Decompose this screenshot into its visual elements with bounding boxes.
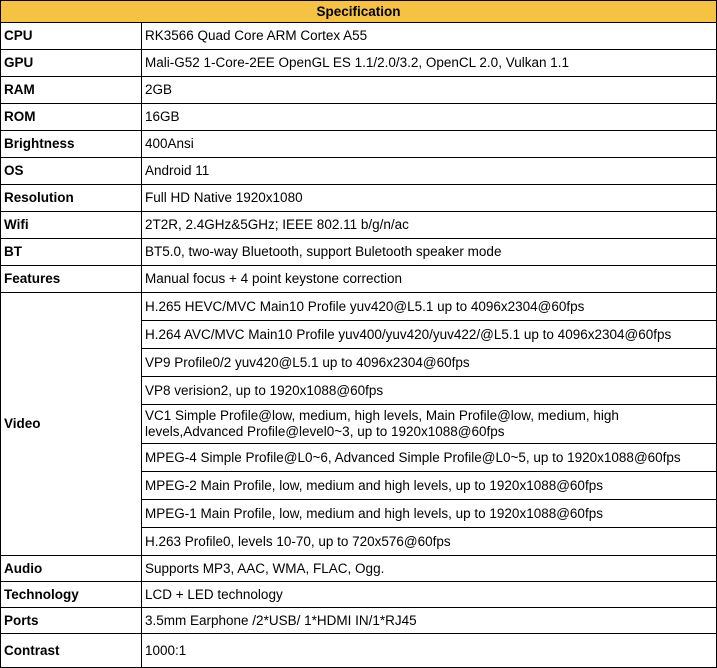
spec-row-ram bbox=[1, 77, 717, 104]
spec-value-video-7: MPEG-2 Main Profile, low, medium and high levels, up to 1920x1088@60fps bbox=[142, 472, 717, 500]
spec-row-bt bbox=[1, 239, 717, 266]
spec-key-video: Video bbox=[1, 293, 142, 556]
spec-row-ports bbox=[1, 608, 717, 634]
spec-value-features: Manual focus + 4 point keystone correction bbox=[142, 266, 717, 293]
spec-key-rom: ROM bbox=[1, 104, 142, 131]
spec-row-os bbox=[1, 158, 717, 185]
spec-row-technology bbox=[1, 582, 717, 608]
spec-value-video-4: VP8 verision2, up to 1920x1088@60fps bbox=[142, 377, 717, 405]
spec-row-contrast bbox=[1, 634, 717, 668]
spec-value-gpu: Mali-G52 1-Core-2EE OpenGL ES 1.1/2.0/3.2, OpenCL 2.0, Vulkan 1.1 bbox=[142, 50, 717, 77]
spec-value-ram: 2GB bbox=[142, 77, 717, 104]
spec-value-bt: BT5.0, two-way Bluetooth, support Buletooth speaker mode bbox=[142, 239, 717, 266]
spec-value-video-1: H.265 HEVC/MVC Main10 Profile yuv420@L5.1 up to 4096x2304@60fps bbox=[142, 293, 717, 321]
spec-key-bt: BT bbox=[1, 239, 142, 266]
spec-key-wifi: Wifi bbox=[1, 212, 142, 239]
spec-value-brightness: 400Ansi bbox=[142, 131, 717, 158]
spec-value-video-5: VC1 Simple Profile@low, medium, high levels, Main Profile@low, medium, high levels,Advanced Profile@level0~3, up to 1920x1088@60fps bbox=[142, 405, 717, 444]
spec-key-brightness: Brightness bbox=[1, 131, 142, 158]
spec-value-video-8: MPEG-1 Main Profile, low, medium and high levels, up to 1920x1088@60fps bbox=[142, 500, 717, 528]
spec-value-video-3: VP9 Profile0/2 yuv420@L5.1 up to 4096x2304@60fps bbox=[142, 349, 717, 377]
spec-key-cpu: CPU bbox=[1, 23, 142, 50]
spec-value-video-9: H.263 Profile0, levels 10-70, up to 720x576@60fps bbox=[142, 528, 717, 556]
header-row bbox=[1, 1, 717, 23]
spec-key-os: OS bbox=[1, 158, 142, 185]
spec-key-gpu: GPU bbox=[1, 50, 142, 77]
spec-row-resolution bbox=[1, 185, 717, 212]
spec-key-audio: Audio bbox=[1, 556, 142, 582]
spec-value-rom: 16GB bbox=[142, 104, 717, 131]
spec-value-ports: 3.5mm Earphone /2*USB/ 1*HDMI IN/1*RJ45 bbox=[142, 608, 717, 634]
spec-value-video-2: H.264 AVC/MVC Main10 Profile yuv400/yuv420/yuv422/@L5.1 up to 4096x2304@60fps bbox=[142, 321, 717, 349]
spec-value-wifi: 2T2R, 2.4GHz&5GHz; IEEE 802.11 b/g/n/ac bbox=[142, 212, 717, 239]
spec-key-resolution: Resolution bbox=[1, 185, 142, 212]
spec-row-brightness bbox=[1, 131, 717, 158]
spec-value-resolution: Full HD Native 1920x1080 bbox=[142, 185, 717, 212]
spec-value-os: Android 11 bbox=[142, 158, 717, 185]
spec-value-technology: LCD + LED technology bbox=[142, 582, 717, 608]
spec-row-gpu bbox=[1, 50, 717, 77]
spec-value-cpu: RK3566 Quad Core ARM Cortex A55 bbox=[142, 23, 717, 50]
spec-key-ram: RAM bbox=[1, 77, 142, 104]
spec-row-wifi bbox=[1, 212, 717, 239]
spec-key-contrast: Contrast bbox=[1, 634, 142, 668]
spec-key-features: Features bbox=[1, 266, 142, 293]
table-title: Specification bbox=[1, 1, 717, 23]
spec-row-features bbox=[1, 266, 717, 293]
spec-row-cpu bbox=[1, 23, 717, 50]
spec-value-contrast: 1000:1 bbox=[142, 634, 717, 668]
spec-row-rom bbox=[1, 104, 717, 131]
spec-key-technology: Technology bbox=[1, 582, 142, 608]
spec-row-video-1 bbox=[1, 293, 717, 321]
spec-value-audio: Supports MP3, AAC, WMA, FLAC, Ogg. bbox=[142, 556, 717, 582]
spec-row-audio bbox=[1, 556, 717, 582]
spec-key-ports: Ports bbox=[1, 608, 142, 634]
spec-value-video-6: MPEG-4 Simple Profile@L0~6, Advanced Simple Profile@L0~5, up to 1920x1088@60fps bbox=[142, 444, 717, 472]
